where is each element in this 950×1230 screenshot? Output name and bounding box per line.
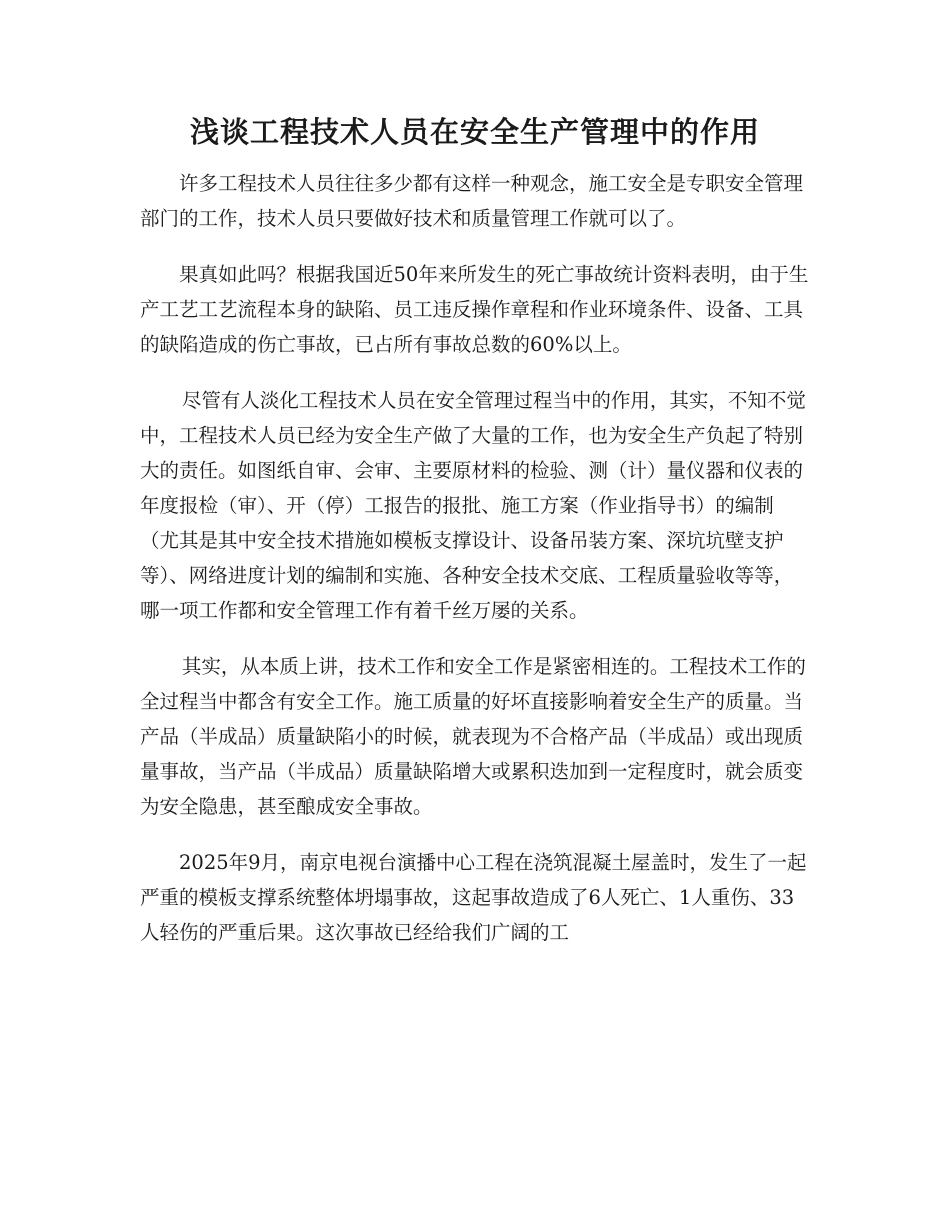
document-title: 浅谈工程技术人员在安全生产管理中的作用 [189, 115, 760, 149]
paragraph-5: 2025年9月，南京电视台演播中心工程在浇筑混凝土屋盖时，发生了一起严重的模板支撑系统整体坍塌事故，这起事故造成了6人死亡、1人重伤、33人轻伤的严重后果。这次事故已经给我们广阔的工 [140, 851, 807, 944]
paragraph-2: 果真如此吗？根据我国近50年来所发生的死亡事故统计资料表明，由于生产工艺工艺流程本身的缺陷、员工违反操作章程和作业环境条件、设备、工具的缺陷造成的伤亡事故，已占所有事故总数的60%以上。 [140, 263, 809, 356]
paragraph-3: 尽管有人淡化工程技术人员在安全管理过程当中的作用，其实，不知不觉中，工程技术人员已经为安全生产做了大量的工作，也为安全生产负起了特别大的责任。如图纸自审、会审、主要原材料的检验、测（计）量仪器和仪表的年度报检（审）、开（停）工报告的报批、施工方案（作业指导书）的编制（尤其是其中安全技术措施如模板支撑设计、设备吊装方案、深坑坑壁支护等）、网络进度计划的编制和实施、各种安全技术交底、工程质量验收等等，哪一项工作都和安全管理工作有着千丝万屡的关系。 [140, 389, 806, 622]
paragraph-1: 许多工程技术人员往往多少都有这样一种观念，施工安全是专职安全管理部门的工作，技术人员只要做好技术和质量管理工作就可以了。 [140, 172, 804, 230]
paragraph-4: 其实，从本质上讲，技术工作和安全工作是紧密相连的。工程技术工作的全过程当中都含有安全工作。施工质量的好坏直接影响着安全生产的质量。当产品（半成品）质量缺陷小的时候，就表现为不合格产品（半成品）或出现质量事故，当产品（半成品）质量缺陷增大或累积迭加到一定程度时，就会质变为安全隐患，甚至酿成安全事故。 [140, 655, 806, 818]
